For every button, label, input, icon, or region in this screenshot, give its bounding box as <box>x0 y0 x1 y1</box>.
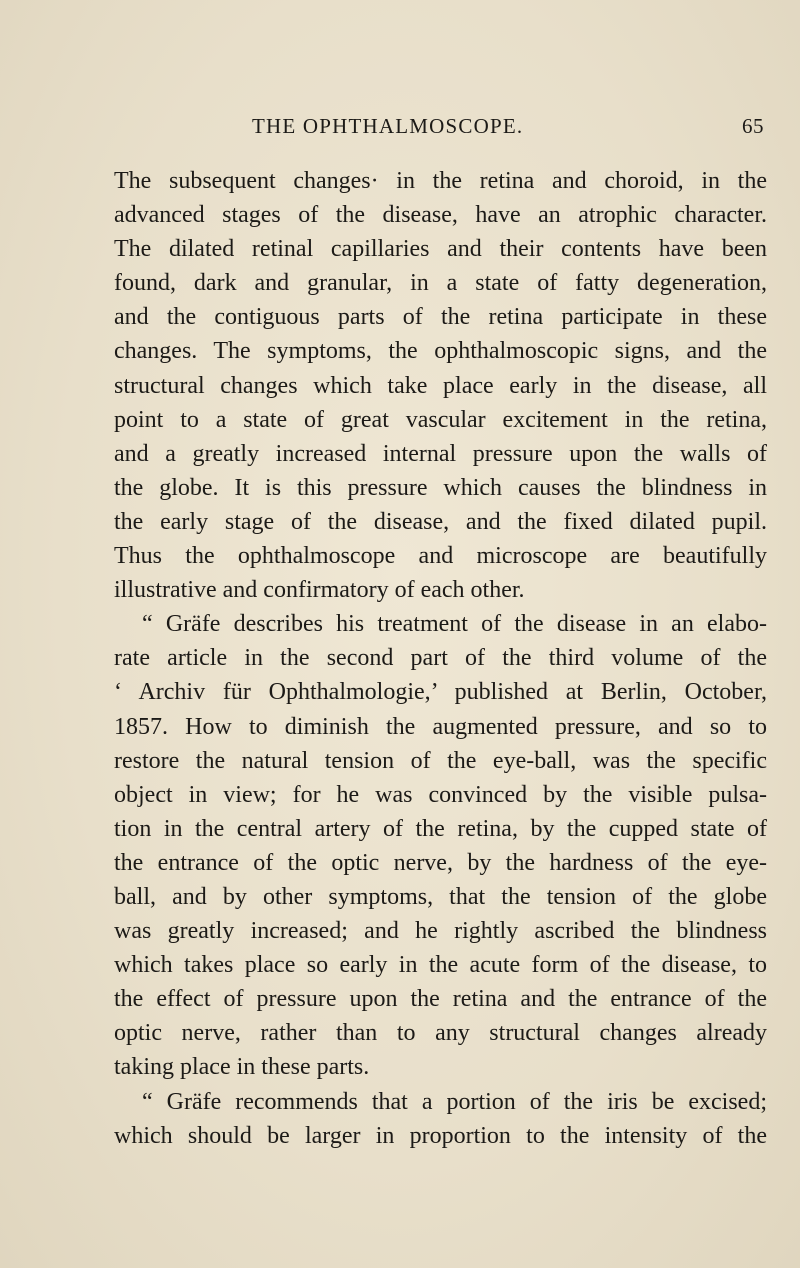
text-line: structural changes which take place early in the disease, all <box>114 372 767 399</box>
running-title: THE OPHTHALMOSCOPE. <box>252 114 524 138</box>
text-line: tion in the central artery of the retina, by the cupped state of <box>114 815 767 842</box>
text-line: optic nerve, rather than to any structural changes already <box>114 1020 767 1047</box>
text-line: Thus the ophthalmoscope and microscope are beautifully <box>114 543 767 570</box>
text-line: object in view; for he was convinced by the visible pulsa- <box>114 781 767 808</box>
text-line: 1857. How to diminish the augmented pressure, and so to <box>114 713 767 740</box>
text-line: taking place in these parts. <box>114 1054 370 1081</box>
text-line: was greatly increased; and he rightly ascribed the blindness <box>114 918 767 945</box>
text-line: rate article in the second part of the third volume of the <box>114 645 767 672</box>
text-line: the effect of pressure upon the retina and the entrance of the <box>114 986 767 1013</box>
page-number: 65 <box>742 114 764 138</box>
text-line: point to a state of great vascular excitement in the retina, <box>114 406 767 433</box>
text-line: “ Gräfe describes his treatment of the disease in an elabo- <box>142 611 767 638</box>
text-line: and the contiguous parts of the retina participate in these <box>114 304 767 331</box>
text-line: changes. The symptoms, the ophthalmoscopic signs, and the <box>114 338 767 365</box>
text-line: ‘ Archiv für Ophthalmologie,’ published at Berlin, October, <box>114 679 767 706</box>
text-line: which should be larger in proportion to the intensity of the <box>114 1122 767 1149</box>
text-line: which takes place so early in the acute form of the disease, to <box>114 952 767 979</box>
running-head <box>252 114 764 148</box>
text-line: The dilated retinal capillaries and their contents have been <box>114 236 767 263</box>
text-line: advanced stages of the disease, have an atrophic character. <box>114 202 767 229</box>
text-line: the entrance of the optic nerve, by the hardness of the eye- <box>114 849 767 876</box>
text-line: and a greatly increased internal pressure upon the walls of <box>114 440 767 467</box>
text-line: “ Gräfe recommends that a portion of the iris be excised; <box>142 1088 767 1115</box>
text-line: The subsequent changes· in the retina and choroid, in the <box>114 168 767 194</box>
text-line: the early stage of the disease, and the fixed dilated pupil. <box>114 508 767 535</box>
body-text <box>114 164 767 1153</box>
text-line: illustrative and confirmatory of each other. <box>114 577 525 604</box>
text-line: ball, and by other symptoms, that the tension of the globe <box>114 883 767 910</box>
text-line: found, dark and granular, in a state of fatty degeneration, <box>114 270 767 297</box>
text-line: restore the natural tension of the eye-ball, was the specific <box>114 747 767 774</box>
text-line: the globe. It is this pressure which causes the blindness in <box>114 474 767 501</box>
